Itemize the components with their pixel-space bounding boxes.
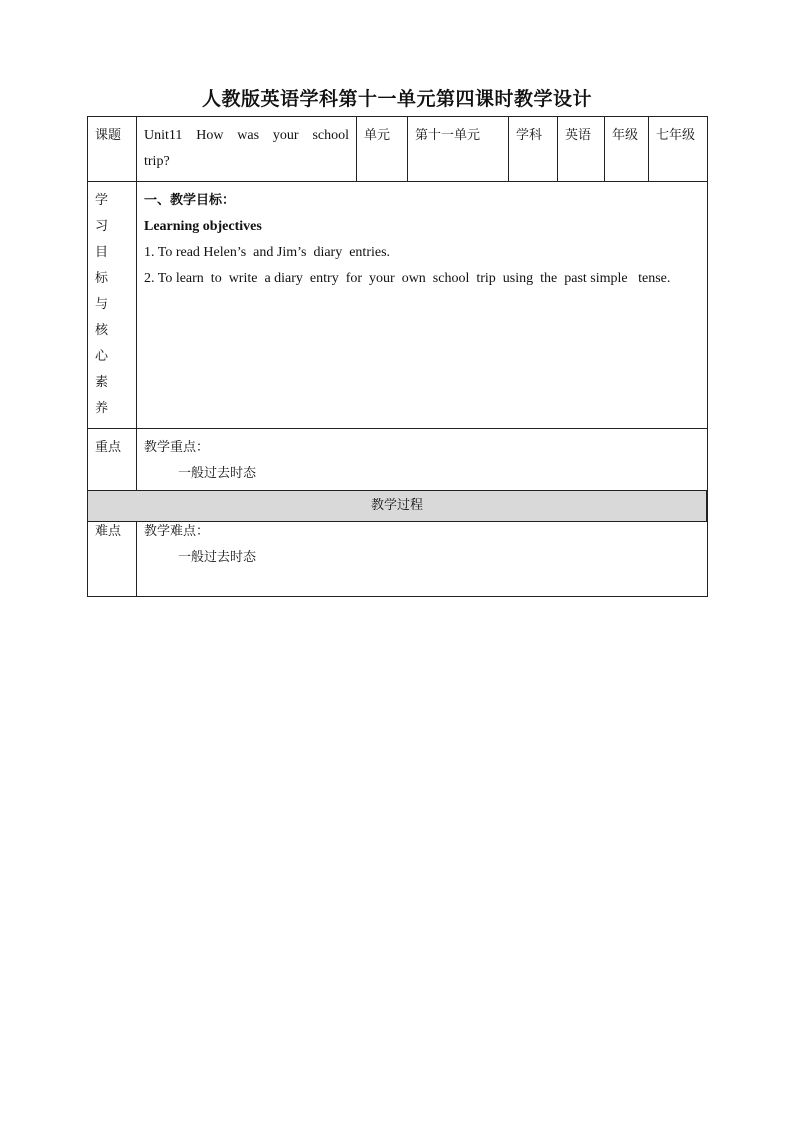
key-point-label: 重点	[88, 429, 137, 513]
difficult-point-label: 难点	[88, 513, 137, 597]
topic-label: 课题	[88, 117, 137, 182]
objectives-heading-en: Learning objectives	[144, 219, 262, 234]
key-point-text: 一般过去时态	[178, 466, 257, 481]
grade-label: 年级	[605, 117, 649, 182]
difficult-point-text: 一般过去时态	[178, 550, 257, 565]
objectives-heading-cn: 一、教学目标：	[144, 193, 236, 208]
topic-value: Unit11 How was your school trip?	[137, 117, 357, 182]
difficult-point-row	[88, 513, 708, 597]
difficult-point-content	[137, 513, 708, 597]
grade-value: 七年级	[649, 117, 708, 182]
teaching-process-banner: 教学过程	[87, 490, 707, 522]
objectives-label: 学习目标与核心素养	[88, 182, 137, 429]
document-title: 人教版英语学科第十一单元第四课时教学设计	[201, 88, 592, 110]
header-row	[88, 117, 708, 182]
unit-label: 单元	[357, 117, 408, 182]
objectives-content	[137, 182, 708, 429]
unit-value: 第十一单元	[408, 117, 509, 182]
objective-item-2: 2. To learn to write a diary entry for your own school trip using the past simple tense.	[144, 271, 671, 286]
subject-value: 英语	[558, 117, 605, 182]
objectives-row	[88, 182, 708, 429]
lesson-plan-table	[87, 116, 708, 597]
subject-label: 学科	[509, 117, 558, 182]
key-point-heading: 教学重点：	[144, 440, 210, 455]
objective-item-1: 1. To read Helen’s and Jim’s diary entries.	[144, 245, 391, 260]
difficult-point-heading: 教学难点：	[144, 524, 210, 539]
